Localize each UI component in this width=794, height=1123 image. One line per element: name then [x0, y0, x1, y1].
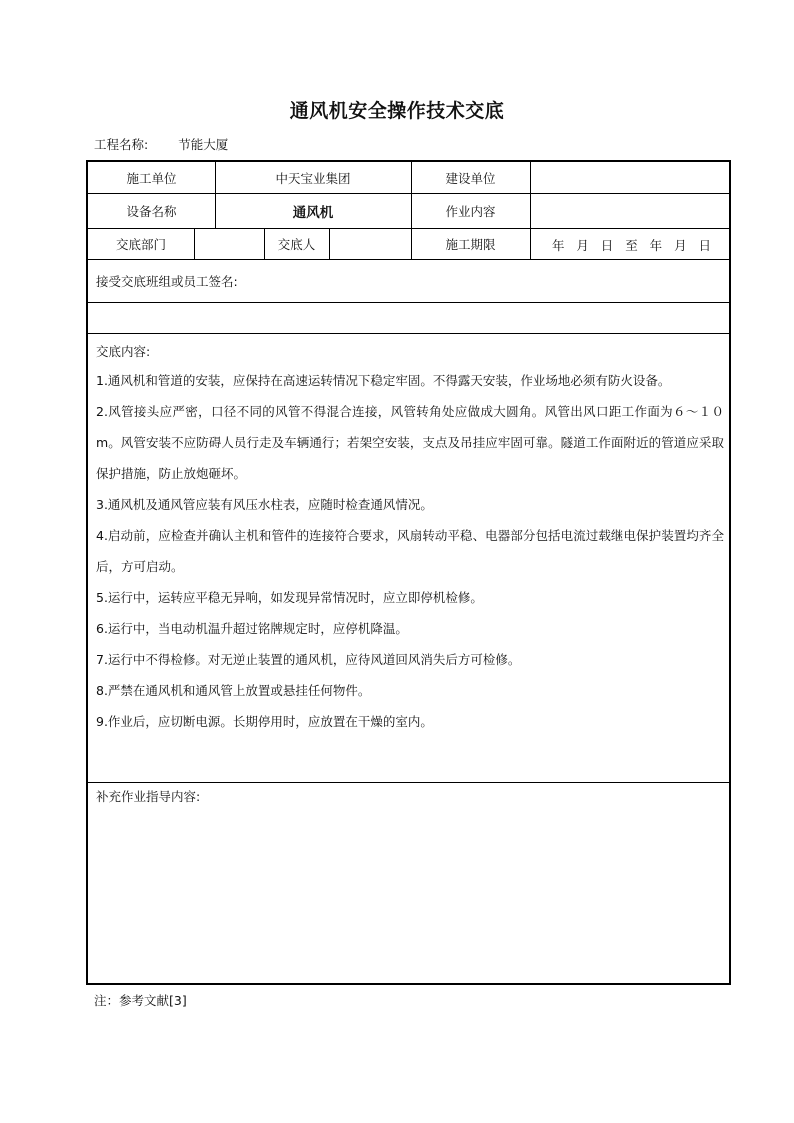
equipment-label: 设备名称 — [126, 203, 177, 219]
content-item-4: 4.启动前，应检查并确认主机和管件的连接符合要求，风扇转动平稳、电器部分包括电流过载继电保护装置均齐全后，方可启动。 — [96, 528, 724, 574]
period-label: 施工期限 — [445, 236, 496, 252]
period-month-end: 月 — [674, 237, 687, 253]
period-month-start: 月 — [576, 237, 589, 253]
content-item-8: 8.严禁在通风机和通风管上放置或悬挂任何物件。 — [96, 683, 371, 698]
period-day-end: 日 — [698, 237, 711, 253]
period-day-start: 日 — [600, 237, 614, 253]
disclosure-form — [86, 160, 731, 985]
signature-label: 接受交底班组或员工签名: — [96, 274, 238, 289]
content-item-5: 5.运行中，运转应平稳无异响，如发现异常情况时，应立即停机检修。 — [96, 590, 483, 605]
content-item-1: 1.通风机和管道的安装，应保持在高速运转情况下稳定牢固。不得露天安装，作业场地必须有防火设备。 — [96, 373, 671, 388]
document-title: 通风机安全操作技术交底 — [289, 100, 505, 122]
period-to: 至 — [625, 237, 638, 253]
row-divider — [88, 333, 729, 334]
supplement-label: 补充作业指导内容: — [96, 789, 201, 804]
row-divider — [88, 782, 729, 783]
content-item-6: 6.运行中，当电动机温升超过铭牌规定时，应停机降温。 — [96, 621, 408, 636]
content-item-7: 7.运行中不得检修。对无逆止装置的通风机，应待风道回风消失后方可检修。 — [96, 652, 521, 667]
content-item-9: 9.作业后，应切断电源。长期停用时，应放置在干燥的室内。 — [96, 714, 433, 729]
content-item-3: 3.通风机及通风管应装有风压水柱表，应随时检查通风情况。 — [96, 497, 433, 512]
project-name-value: 节能大厦 — [178, 137, 229, 152]
period-year-end: 年 — [649, 237, 663, 253]
period-value — [530, 229, 733, 260]
period-year-start: 年 — [551, 237, 565, 253]
discloser-value — [329, 228, 411, 259]
content-item-2: 2.风管接头应严密，口径不同的风管不得混合连接，风管转角处应做成大圆角。风管出风口距工作面为６～１０m。风管安装不应防碍人员行走及车辆通行；若架空安装，支点及吊挂应牢固可靠。隧道工作面附近的管道应采取保护措施，防止放炮砸坏。 — [96, 404, 724, 481]
discloser-label: 交底人 — [277, 236, 316, 252]
dept-label: 交底部门 — [115, 236, 166, 252]
dept-value — [194, 228, 264, 259]
construction-unit-label: 施工单位 — [126, 170, 177, 186]
construction-unit-value: 中天宝业集团 — [275, 170, 351, 186]
content-list — [96, 365, 724, 737]
owner-unit-value — [530, 162, 733, 193]
row-divider — [88, 302, 729, 303]
footnote: 注：参考文献[3] — [94, 993, 187, 1008]
equipment-value: 通风机 — [292, 204, 334, 221]
content-label: 交底内容: — [96, 344, 151, 359]
work-content-label: 作业内容 — [445, 203, 496, 219]
project-line — [94, 135, 228, 153]
project-name-label: 工程名称: — [94, 137, 149, 152]
work-content-value — [530, 193, 733, 228]
owner-unit-label: 建设单位 — [445, 170, 496, 186]
